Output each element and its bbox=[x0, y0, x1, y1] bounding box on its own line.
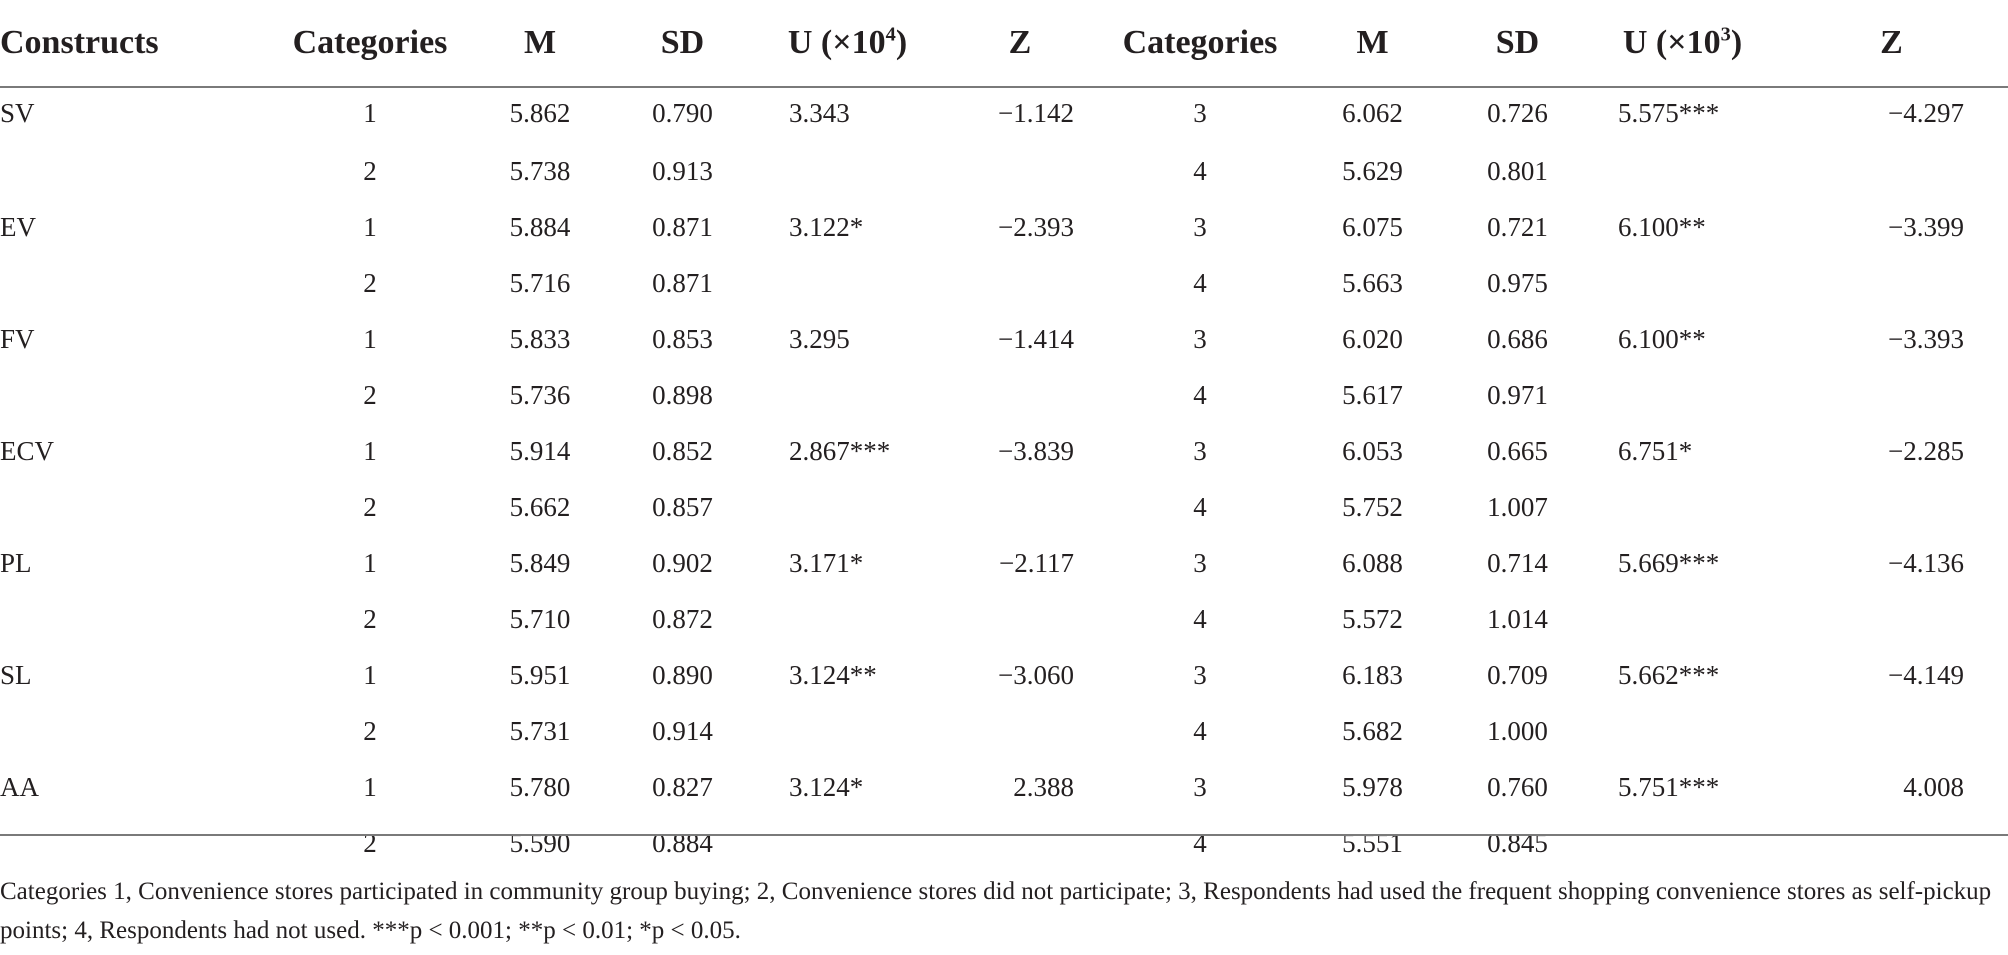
mean-b-cell: 6.088 bbox=[1342, 548, 1403, 578]
sd-a-cell: 0.913 bbox=[652, 156, 713, 186]
category-a-cell: 2 bbox=[363, 156, 377, 186]
mean-a-cell: 5.884 bbox=[509, 212, 571, 242]
category-b-cell: 4 bbox=[1193, 268, 1207, 298]
z-b-cell: −3.393 bbox=[1888, 324, 1964, 354]
mean-a-cell: 5.736 bbox=[509, 380, 571, 410]
category-b-cell: 4 bbox=[1193, 156, 1207, 186]
sd-a-cell: 0.871 bbox=[652, 268, 713, 298]
mean-b-cell: 5.617 bbox=[1342, 380, 1403, 410]
table-row bbox=[0, 432, 2008, 488]
mean-a-cell: 5.716 bbox=[509, 268, 571, 298]
z-b-cell: −4.149 bbox=[1888, 660, 1964, 690]
mean-a-cell: 5.849 bbox=[509, 548, 571, 578]
sd-a-cell: 0.902 bbox=[652, 548, 713, 578]
table-body bbox=[0, 87, 2008, 880]
table-row bbox=[0, 544, 2008, 600]
sd-b-cell: 0.686 bbox=[1487, 324, 1548, 354]
category-b-cell: 4 bbox=[1193, 716, 1207, 746]
u-b-cell bbox=[1590, 488, 1775, 544]
construct-cell: EV bbox=[0, 212, 36, 242]
mean-a-cell: 5.590 bbox=[509, 828, 571, 858]
sd-a-cell: 0.872 bbox=[652, 604, 713, 634]
category-b-cell: 3 bbox=[1193, 772, 1207, 802]
u-b-cell bbox=[1590, 712, 1775, 768]
category-b-cell: 3 bbox=[1193, 548, 1207, 578]
header-u-b-exponent: 3 bbox=[1720, 23, 1731, 46]
sd-b-cell: 0.971 bbox=[1487, 380, 1548, 410]
category-b-cell: 3 bbox=[1193, 98, 1207, 128]
u-b-cell: 6.751* bbox=[1618, 436, 1693, 466]
table-row bbox=[0, 152, 2008, 208]
u-b-cell bbox=[1590, 152, 1775, 208]
z-a-cell bbox=[940, 376, 1100, 432]
mean-b-cell: 6.075 bbox=[1342, 212, 1403, 242]
header-categories-b: Categories bbox=[1100, 0, 1300, 87]
sd-a-cell: 0.914 bbox=[652, 716, 713, 746]
sd-b-cell: 0.665 bbox=[1487, 436, 1548, 466]
category-a-cell: 1 bbox=[363, 212, 377, 242]
sd-b-cell: 0.975 bbox=[1487, 268, 1548, 298]
category-a-cell: 2 bbox=[363, 604, 377, 634]
header-u-b bbox=[1590, 0, 1775, 87]
sd-a-cell: 0.857 bbox=[652, 492, 713, 522]
header-categories-a: Categories bbox=[270, 0, 470, 87]
construct-cell: FV bbox=[0, 324, 35, 354]
sd-b-cell: 1.007 bbox=[1487, 492, 1548, 522]
u-b-cell: 5.662*** bbox=[1618, 660, 1720, 690]
mean-a-cell: 5.738 bbox=[509, 156, 571, 186]
header-sd-a: SD bbox=[610, 0, 755, 87]
z-b-cell bbox=[1775, 488, 2008, 544]
mean-b-cell: 5.551 bbox=[1342, 828, 1403, 858]
category-b-cell: 3 bbox=[1193, 436, 1207, 466]
category-a-cell: 1 bbox=[363, 436, 377, 466]
header-u-a-exponent: 4 bbox=[885, 23, 896, 46]
sd-b-cell: 0.714 bbox=[1487, 548, 1548, 578]
u-a-cell bbox=[755, 488, 940, 544]
table-row bbox=[0, 320, 2008, 376]
z-b-cell: −3.399 bbox=[1888, 212, 1964, 242]
u-a-cell: 2.867*** bbox=[789, 436, 891, 466]
construct-cell: SV bbox=[0, 98, 35, 128]
category-b-cell: 3 bbox=[1193, 324, 1207, 354]
z-a-cell bbox=[940, 712, 1100, 768]
sd-b-cell: 0.801 bbox=[1487, 156, 1548, 186]
table-row bbox=[0, 600, 2008, 656]
sd-a-cell: 0.890 bbox=[652, 660, 713, 690]
table-row bbox=[0, 264, 2008, 320]
sd-a-cell: 0.871 bbox=[652, 212, 713, 242]
sd-b-cell: 0.721 bbox=[1487, 212, 1548, 242]
category-a-cell: 1 bbox=[363, 772, 377, 802]
u-a-cell bbox=[755, 600, 940, 656]
header-u-a bbox=[755, 0, 940, 87]
sd-a-cell: 0.898 bbox=[652, 380, 713, 410]
category-b-cell: 4 bbox=[1193, 604, 1207, 634]
sd-b-cell: 0.760 bbox=[1487, 772, 1548, 802]
header-m-a: M bbox=[470, 0, 610, 87]
sd-b-cell: 0.845 bbox=[1487, 828, 1548, 858]
category-b-cell: 4 bbox=[1193, 492, 1207, 522]
mean-a-cell: 5.951 bbox=[509, 660, 571, 690]
construct-cell bbox=[0, 600, 270, 656]
mean-b-cell: 5.978 bbox=[1342, 772, 1403, 802]
z-a-cell: −2.393 bbox=[998, 212, 1074, 242]
u-a-cell: 3.295 bbox=[789, 324, 850, 354]
u-a-cell bbox=[755, 376, 940, 432]
mean-a-cell: 5.710 bbox=[509, 604, 571, 634]
category-a-cell: 2 bbox=[363, 380, 377, 410]
construct-cell: SL bbox=[0, 660, 32, 690]
z-b-cell: 4.008 bbox=[1903, 772, 1964, 802]
u-a-cell: 3.343 bbox=[789, 98, 850, 128]
z-a-cell: −1.414 bbox=[998, 324, 1074, 354]
u-a-cell bbox=[755, 152, 940, 208]
construct-cell: PL bbox=[0, 548, 32, 578]
header-sd-b: SD bbox=[1445, 0, 1590, 87]
category-b-cell: 4 bbox=[1193, 828, 1207, 858]
construct-cell bbox=[0, 264, 270, 320]
u-b-cell: 5.575*** bbox=[1618, 98, 1720, 128]
construct-cell bbox=[0, 376, 270, 432]
category-a-cell: 1 bbox=[363, 324, 377, 354]
mean-a-cell: 5.662 bbox=[509, 492, 571, 522]
u-b-cell: 6.100** bbox=[1618, 212, 1706, 242]
u-a-cell: 3.124* bbox=[789, 772, 864, 802]
header-u-b-suffix: ) bbox=[1730, 24, 1743, 61]
table-row bbox=[0, 712, 2008, 768]
z-a-cell bbox=[940, 600, 1100, 656]
table-row bbox=[0, 376, 2008, 432]
category-a-cell: 1 bbox=[363, 98, 377, 128]
header-constructs: Constructs bbox=[0, 0, 270, 87]
category-a-cell: 1 bbox=[363, 548, 377, 578]
z-b-cell: −4.297 bbox=[1888, 98, 1964, 128]
header-z-b: Z bbox=[1775, 0, 2008, 87]
z-a-cell: 2.388 bbox=[1013, 772, 1074, 802]
z-a-cell: −2.117 bbox=[999, 548, 1074, 578]
sd-a-cell: 0.790 bbox=[652, 98, 713, 128]
construct-cell bbox=[0, 488, 270, 544]
construct-cell: AA bbox=[0, 772, 39, 802]
construct-cell: ECV bbox=[0, 436, 54, 466]
sd-b-cell: 1.014 bbox=[1487, 604, 1548, 634]
z-a-cell bbox=[940, 488, 1100, 544]
mean-b-cell: 5.682 bbox=[1342, 716, 1403, 746]
sd-a-cell: 0.884 bbox=[652, 828, 713, 858]
table-bottom-rule bbox=[0, 834, 2008, 836]
header-u-a-prefix: U (×10 bbox=[787, 24, 886, 61]
z-a-cell: −3.060 bbox=[998, 660, 1074, 690]
category-a-cell: 2 bbox=[363, 716, 377, 746]
category-a-cell: 1 bbox=[363, 660, 377, 690]
u-a-cell: 3.171* bbox=[789, 548, 864, 578]
z-b-cell bbox=[1775, 376, 2008, 432]
z-a-cell: −3.839 bbox=[998, 436, 1074, 466]
sd-a-cell: 0.853 bbox=[652, 324, 713, 354]
table-row bbox=[0, 768, 2008, 824]
header-u-b-prefix: U (×10 bbox=[1622, 24, 1721, 61]
mean-b-cell: 6.183 bbox=[1342, 660, 1403, 690]
header-row bbox=[0, 0, 2008, 87]
z-a-cell bbox=[940, 152, 1100, 208]
z-b-cell bbox=[1775, 264, 2008, 320]
header-u-a-suffix: ) bbox=[895, 24, 908, 61]
table-footnote: Categories 1, Convenience stores participated in community group buying; 2, Convenience stores did not participate; 3, Respondents had used the frequent shopping convenience stores as self-pickup points; 4, Respondents had not used. ***p < 0.001; **p < 0.01; *p < 0.05. bbox=[0, 878, 1992, 944]
category-a-cell: 2 bbox=[363, 828, 377, 858]
mean-b-cell: 5.752 bbox=[1342, 492, 1403, 522]
z-b-cell bbox=[1775, 712, 2008, 768]
mean-b-cell: 6.062 bbox=[1342, 98, 1403, 128]
u-a-cell: 3.122* bbox=[789, 212, 864, 242]
z-b-cell bbox=[1775, 152, 2008, 208]
table-header bbox=[0, 0, 2008, 87]
category-b-cell: 4 bbox=[1193, 380, 1207, 410]
table-row bbox=[0, 488, 2008, 544]
mean-a-cell: 5.862 bbox=[509, 98, 571, 128]
mean-a-cell: 5.731 bbox=[509, 716, 571, 746]
u-b-cell bbox=[1590, 600, 1775, 656]
mean-a-cell: 5.914 bbox=[509, 436, 571, 466]
header-m-b: M bbox=[1300, 0, 1445, 87]
u-a-cell: 3.124** bbox=[789, 660, 877, 690]
category-b-cell: 3 bbox=[1193, 212, 1207, 242]
mean-b-cell: 5.663 bbox=[1342, 268, 1403, 298]
z-a-cell bbox=[940, 264, 1100, 320]
mean-a-cell: 5.780 bbox=[509, 772, 571, 802]
u-a-cell bbox=[755, 712, 940, 768]
z-b-cell: −4.136 bbox=[1888, 548, 1964, 578]
sd-b-cell: 0.709 bbox=[1487, 660, 1548, 690]
construct-cell bbox=[0, 712, 270, 768]
category-b-cell: 3 bbox=[1193, 660, 1207, 690]
sd-b-cell: 0.726 bbox=[1487, 98, 1548, 128]
header-z-a: Z bbox=[940, 0, 1100, 87]
table-row bbox=[0, 656, 2008, 712]
sd-a-cell: 0.827 bbox=[652, 772, 713, 802]
category-a-cell: 2 bbox=[363, 492, 377, 522]
table-row bbox=[0, 87, 2008, 152]
mean-a-cell: 5.833 bbox=[509, 324, 571, 354]
u-b-cell: 5.751*** bbox=[1618, 772, 1720, 802]
sd-a-cell: 0.852 bbox=[652, 436, 713, 466]
mean-b-cell: 6.020 bbox=[1342, 324, 1403, 354]
u-b-cell: 6.100** bbox=[1618, 324, 1706, 354]
mean-b-cell: 5.629 bbox=[1342, 156, 1403, 186]
u-b-cell bbox=[1590, 376, 1775, 432]
z-a-cell: −1.142 bbox=[998, 98, 1074, 128]
z-b-cell: −2.285 bbox=[1888, 436, 1964, 466]
u-b-cell bbox=[1590, 264, 1775, 320]
z-b-cell bbox=[1775, 600, 2008, 656]
u-a-cell bbox=[755, 264, 940, 320]
construct-cell bbox=[0, 152, 270, 208]
u-b-cell: 5.669*** bbox=[1618, 548, 1720, 578]
category-a-cell: 2 bbox=[363, 268, 377, 298]
sd-b-cell: 1.000 bbox=[1487, 716, 1548, 746]
mean-b-cell: 5.572 bbox=[1342, 604, 1403, 634]
mean-b-cell: 6.053 bbox=[1342, 436, 1403, 466]
table-row bbox=[0, 208, 2008, 264]
